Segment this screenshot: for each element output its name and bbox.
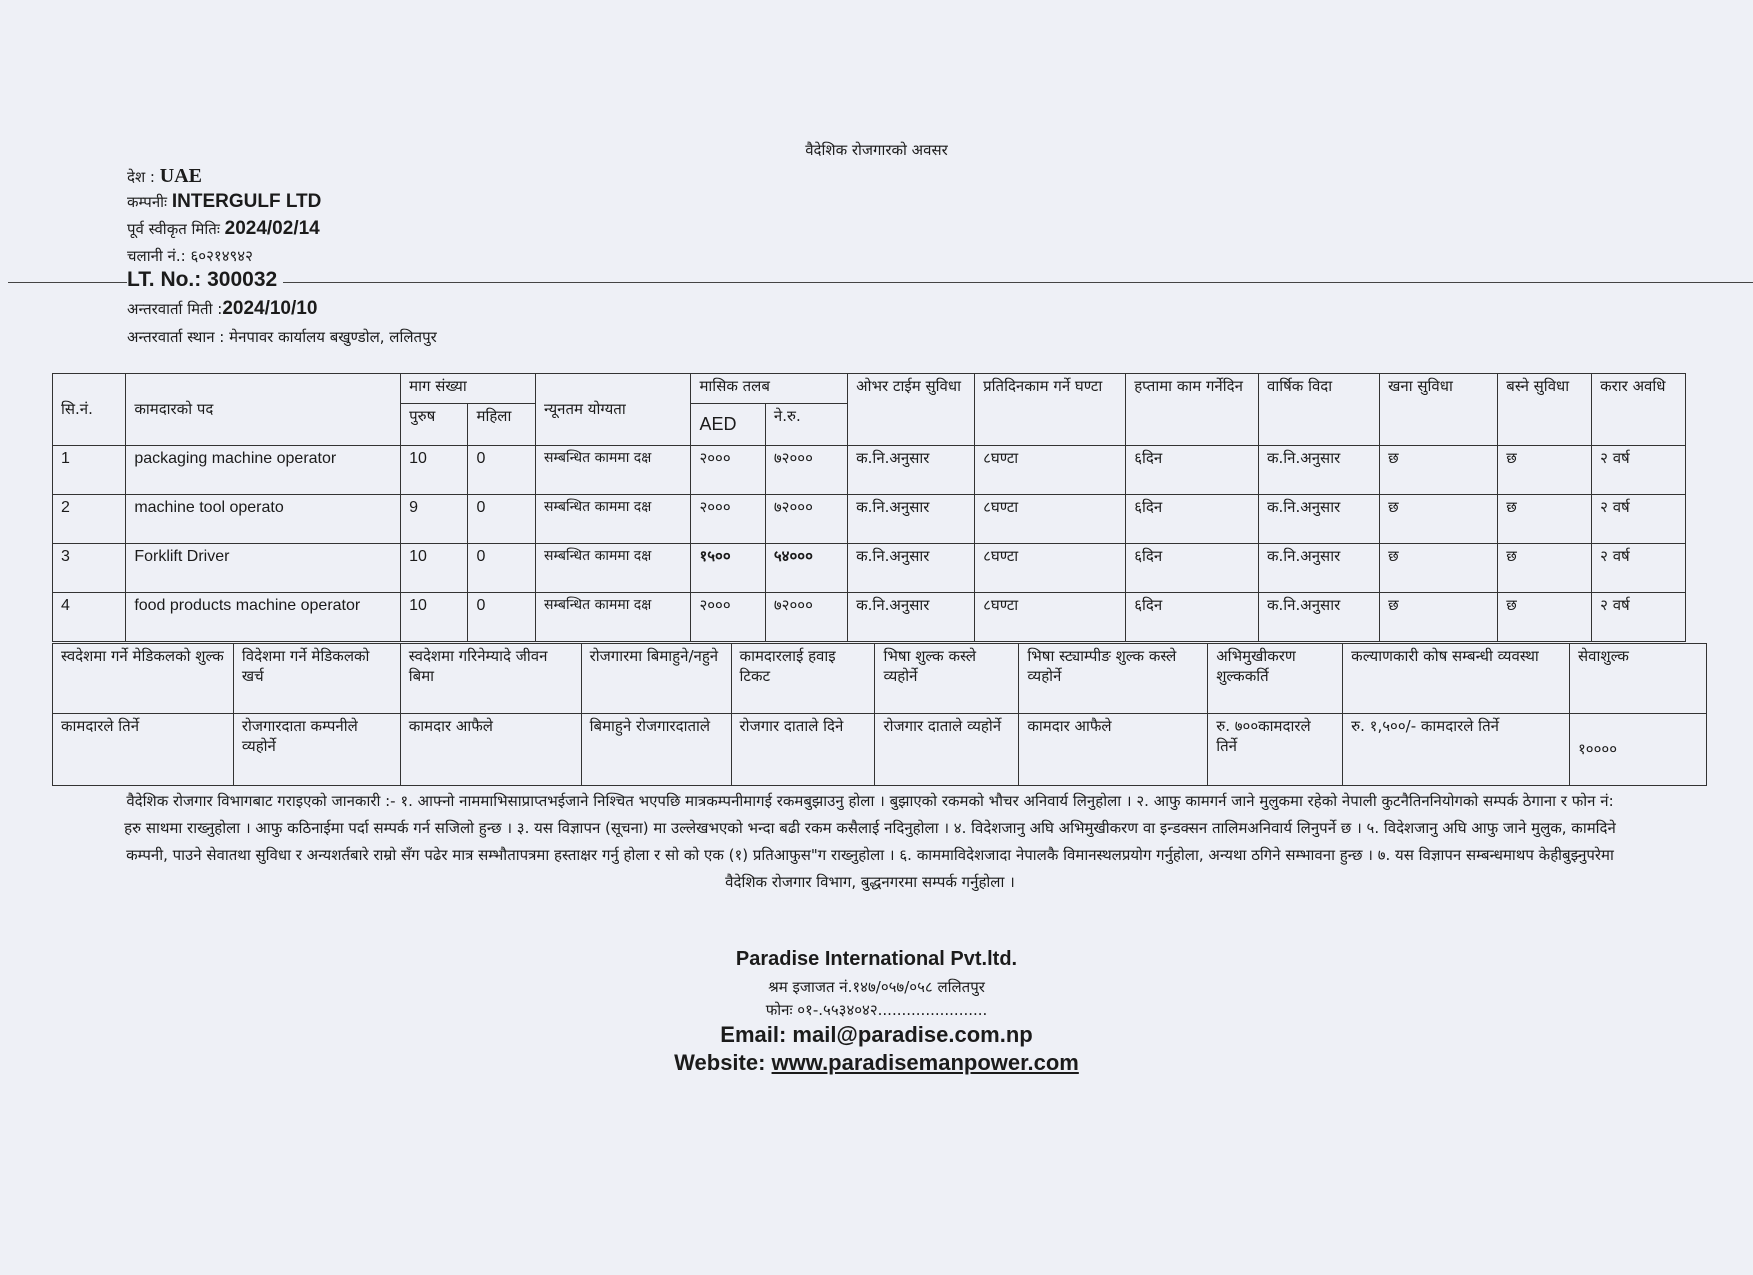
- col-sn: सि.नं.: [53, 374, 126, 446]
- interview-place: मेनपावर कार्यालय बखुण्डोल, ललितपुर: [229, 328, 437, 346]
- company-label: कम्पनीः: [127, 193, 168, 211]
- row-food: छ: [1380, 544, 1498, 593]
- cost-header-visa-fee: भिषा शुल्क कस्ले व्यहोर्ने: [875, 644, 1019, 714]
- cost-visa-fee: रोजगार दाताले व्यहोर्ने: [875, 714, 1019, 786]
- cost-header-welfare-fund: कल्याणकारी कोष सम्बन्धी व्यवस्था: [1343, 644, 1570, 714]
- page-title: वैदेशिक रोजगारको अवसर: [805, 141, 948, 159]
- interview-place-line: [127, 327, 437, 347]
- cost-header-domestic-medical: स्वदेशमा गर्ने मेडिकलको शुल्क: [53, 644, 234, 714]
- row-position: machine tool operato: [126, 495, 401, 544]
- row-leave: क.नि.अनुसार: [1259, 544, 1380, 593]
- row-position: food products machine operator: [126, 593, 401, 642]
- footer-phone: फोनः ०१-.५५३४०४२.......................: [765, 1001, 988, 1019]
- row-hours: ८घण्टा: [975, 544, 1126, 593]
- row-male: 10: [401, 593, 468, 642]
- row-npr: ७२०००: [765, 593, 847, 642]
- lt-label: LT. No.:: [127, 268, 202, 291]
- row-qualification: सम्बन्धित काममा दक्ष: [536, 593, 691, 642]
- col-contract: करार अवधि: [1592, 374, 1686, 446]
- company-value: INTERGULF LTD: [171, 191, 322, 212]
- row-contract: २ वर्ष: [1592, 544, 1686, 593]
- jobs-table: [52, 373, 1686, 642]
- cost-welfare-fund: रु. १,५००/- कामदारले तिर्ने: [1343, 714, 1570, 786]
- website-link[interactable]: www.paradisemanpower.com: [771, 1050, 1079, 1075]
- cost-value-row: [53, 714, 1707, 786]
- approval-date: 2024/02/14: [224, 218, 320, 239]
- row-male: 10: [401, 446, 468, 495]
- row-days: ६दिन: [1126, 593, 1259, 642]
- row-sn: 2: [53, 495, 126, 544]
- table-row: [53, 446, 1686, 495]
- cost-header-employment-insurance: रोजगारमा बिमाहुने/नहुने: [581, 644, 731, 714]
- row-female: 0: [468, 593, 536, 642]
- row-sn: 4: [53, 593, 126, 642]
- cost-domestic-medical: कामदारले तिर्ने: [53, 714, 234, 786]
- row-position: Forklift Driver: [126, 544, 401, 593]
- row-overtime: क.नि.अनुसार: [848, 593, 975, 642]
- row-male: 9: [401, 495, 468, 544]
- col-demand: माग संख्या: [401, 374, 536, 404]
- row-accommodation: छ: [1498, 495, 1592, 544]
- col-annual-leave: वार्षिक विदा: [1259, 374, 1380, 446]
- row-female: 0: [468, 495, 536, 544]
- cost-foreign-medical: रोजगारदाता कम्पनीले व्यहोर्ने: [233, 714, 400, 786]
- table-row: [53, 495, 1686, 544]
- cost-employment-insurance: बिमाहुने रोजगारदाताले: [581, 714, 731, 786]
- footer-company: Paradise International Pvt.ltd.: [735, 948, 1018, 970]
- col-position: कामदारको पद: [126, 374, 401, 446]
- cost-table: [52, 643, 1707, 786]
- col-daily-hours: प्रतिदिनकाम गर्ने घण्टा: [975, 374, 1126, 446]
- row-npr: ५४०००: [765, 544, 847, 593]
- col-male: पुरुष: [401, 404, 468, 446]
- table-row: [53, 593, 1686, 642]
- row-food: छ: [1380, 593, 1498, 642]
- lt-number: [127, 268, 283, 292]
- country-line: [127, 165, 202, 188]
- col-aed: AED: [691, 404, 765, 446]
- col-overtime: ओभर टाईम सुविधा: [848, 374, 975, 446]
- row-leave: क.नि.अनुसार: [1259, 593, 1380, 642]
- cost-header-foreign-medical: विदेशमा गर्ने मेडिकलको खर्च: [233, 644, 400, 714]
- jobs-header-row: [53, 374, 1686, 404]
- row-qualification: सम्बन्धित काममा दक्ष: [536, 446, 691, 495]
- row-days: ६दिन: [1126, 495, 1259, 544]
- row-leave: क.नि.अनुसार: [1259, 446, 1380, 495]
- row-overtime: क.नि.अनुसार: [848, 544, 975, 593]
- row-overtime: क.नि.अनुसार: [848, 495, 975, 544]
- website-label: Website:: [674, 1050, 772, 1075]
- row-aed: २०००: [691, 495, 765, 544]
- approval-label: पूर्व स्वीकृत मितिः: [127, 220, 220, 238]
- dispatch-line: [127, 246, 253, 266]
- footer-permit: श्रम इजाजत नं.१४७/०५७/०५८ ललितपुर: [768, 978, 985, 996]
- notice-paragraph: वैदेशिक रोजगार विभागबाट गराइएको जानकारी :- १. आफ्नो नाममाभिसाप्राप्तभईजाने निश्चित भएपछि मात्रकम्पनीमागई रकमबुझाउनु होला । बुझाएको रकमको भौचर अनिवार्य लिनुहोला । २. आफु कामगर्न जाने मुलुकमा रहेको नेपाली कुटनैतिननियोगको सम्पर्क ठेगाना र फोन नं: हरु साथमा राख्नुहोला । आफु कठिनाईमा पर्दा सम्पर्क गर्न सजिलो हुन्छ । ३. यस विज्ञापन (सूचना) मा उल्लेखभएको भन्दा बढी रकम कसैलाई नदिनुहोला । ४. विदेशजानु अघि अभिमुखीकरण वा इन्डक्सन तालिमअनिवार्य लिनुपर्ने छ । ५. विदेशजानु अघि आफु जाने मुलुक, कामदिने कम्पनी, पाउने सेवातथा सुविधा र अन्यशर्तबारे राम्रो सँग पढेर मात्र सम्भौतापत्रमा हस्ताक्षर गर्नु होला र सो को एक (१) प्रतिआफुस"ग राख्नुहोला । ६. काममाविदेशजादा नेपालकै विमानस्थलप्रयोग गर्नुहोला, अन्यथा ठगिने सम्भावना हुन्छ । ७. यस विज्ञापन सम्बन्धमाथप केहीबुझ्नुपरेमा वैदेशिक रोजगार विभाग, बुद्धनगरमा सम्पर्क गर्नुहोला ।: [124, 792, 1616, 891]
- cost-air-ticket: रोजगार दाताले दिने: [731, 714, 875, 786]
- row-sn: 1: [53, 446, 126, 495]
- row-days: ६दिन: [1126, 544, 1259, 593]
- col-food: खना सुविधा: [1380, 374, 1498, 446]
- row-hours: ८घण्टा: [975, 593, 1126, 642]
- cost-header-service-fee: सेवाशुल्क: [1570, 644, 1707, 714]
- dispatch-number: ६०२१४९४२: [190, 247, 253, 265]
- row-aed: २०००: [691, 446, 765, 495]
- row-qualification: सम्बन्धित काममा दक्ष: [536, 495, 691, 544]
- interview-place-label: अन्तरवार्ता स्थान :: [127, 328, 225, 346]
- cost-life-insurance: कामदार आफैले: [400, 714, 581, 786]
- row-aed: २०००: [691, 593, 765, 642]
- footer-website: [0, 1050, 1753, 1076]
- approval-line: [127, 218, 320, 240]
- row-sn: 3: [53, 544, 126, 593]
- cost-header-row: [53, 644, 1707, 714]
- cost-visa-stamping: कामदार आफैले: [1019, 714, 1208, 786]
- interview-date-line: [127, 298, 317, 320]
- row-accommodation: छ: [1498, 544, 1592, 593]
- row-qualification: सम्बन्धित काममा दक्ष: [536, 544, 691, 593]
- row-npr: ७२०००: [765, 495, 847, 544]
- row-male: 10: [401, 544, 468, 593]
- row-contract: २ वर्ष: [1592, 495, 1686, 544]
- row-contract: २ वर्ष: [1592, 446, 1686, 495]
- row-hours: ८घण्टा: [975, 446, 1126, 495]
- col-female: महिला: [468, 404, 536, 446]
- table-row: [53, 544, 1686, 593]
- cost-header-life-insurance: स्वदेशमा गरिनेम्यादे जीवन बिमा: [400, 644, 581, 714]
- row-female: 0: [468, 544, 536, 593]
- row-overtime: क.नि.अनुसार: [848, 446, 975, 495]
- row-accommodation: छ: [1498, 593, 1592, 642]
- col-accommodation: बस्ने सुविधा: [1498, 374, 1592, 446]
- col-qualification: न्यूनतम योग्यता: [536, 374, 691, 446]
- row-food: छ: [1380, 446, 1498, 495]
- cost-header-air-ticket: कामदारलाई हवाइ टिकट: [731, 644, 875, 714]
- interview-date-label: अन्तरवार्ता मिती :: [127, 300, 223, 318]
- country-value: UAE: [159, 165, 203, 187]
- row-leave: क.नि.अनुसार: [1259, 495, 1380, 544]
- row-female: 0: [468, 446, 536, 495]
- cost-service-fee: १००००: [1570, 714, 1707, 786]
- row-contract: २ वर्ष: [1592, 593, 1686, 642]
- col-salary: मासिक तलब: [691, 374, 848, 404]
- lt-value: 300032: [207, 268, 278, 291]
- row-hours: ८घण्टा: [975, 495, 1126, 544]
- row-position: packaging machine operator: [126, 446, 401, 495]
- interview-date: 2024/10/10: [222, 298, 318, 319]
- col-weekly-days: हप्तामा काम गर्नेदिन: [1126, 374, 1259, 446]
- cost-orientation-fee: रु. ७००कामदारले तिर्ने: [1208, 714, 1343, 786]
- cost-header-orientation-fee: अभिमुखीकरण शुल्ककर्ति: [1208, 644, 1343, 714]
- footer-email: Email: mail@paradise.com.np: [720, 1022, 1033, 1047]
- cost-header-visa-stamping: भिषा स्ट्याम्पीङ शुल्क कस्ले व्यहोर्ने: [1019, 644, 1208, 714]
- row-food: छ: [1380, 495, 1498, 544]
- country-label: देश :: [127, 168, 155, 186]
- row-accommodation: छ: [1498, 446, 1592, 495]
- company-line: [127, 191, 321, 213]
- dispatch-label: चलानी नं.:: [127, 247, 186, 265]
- row-npr: ७२०००: [765, 446, 847, 495]
- row-days: ६दिन: [1126, 446, 1259, 495]
- row-aed: १५००: [691, 544, 765, 593]
- col-npr: ने.रु.: [765, 404, 847, 446]
